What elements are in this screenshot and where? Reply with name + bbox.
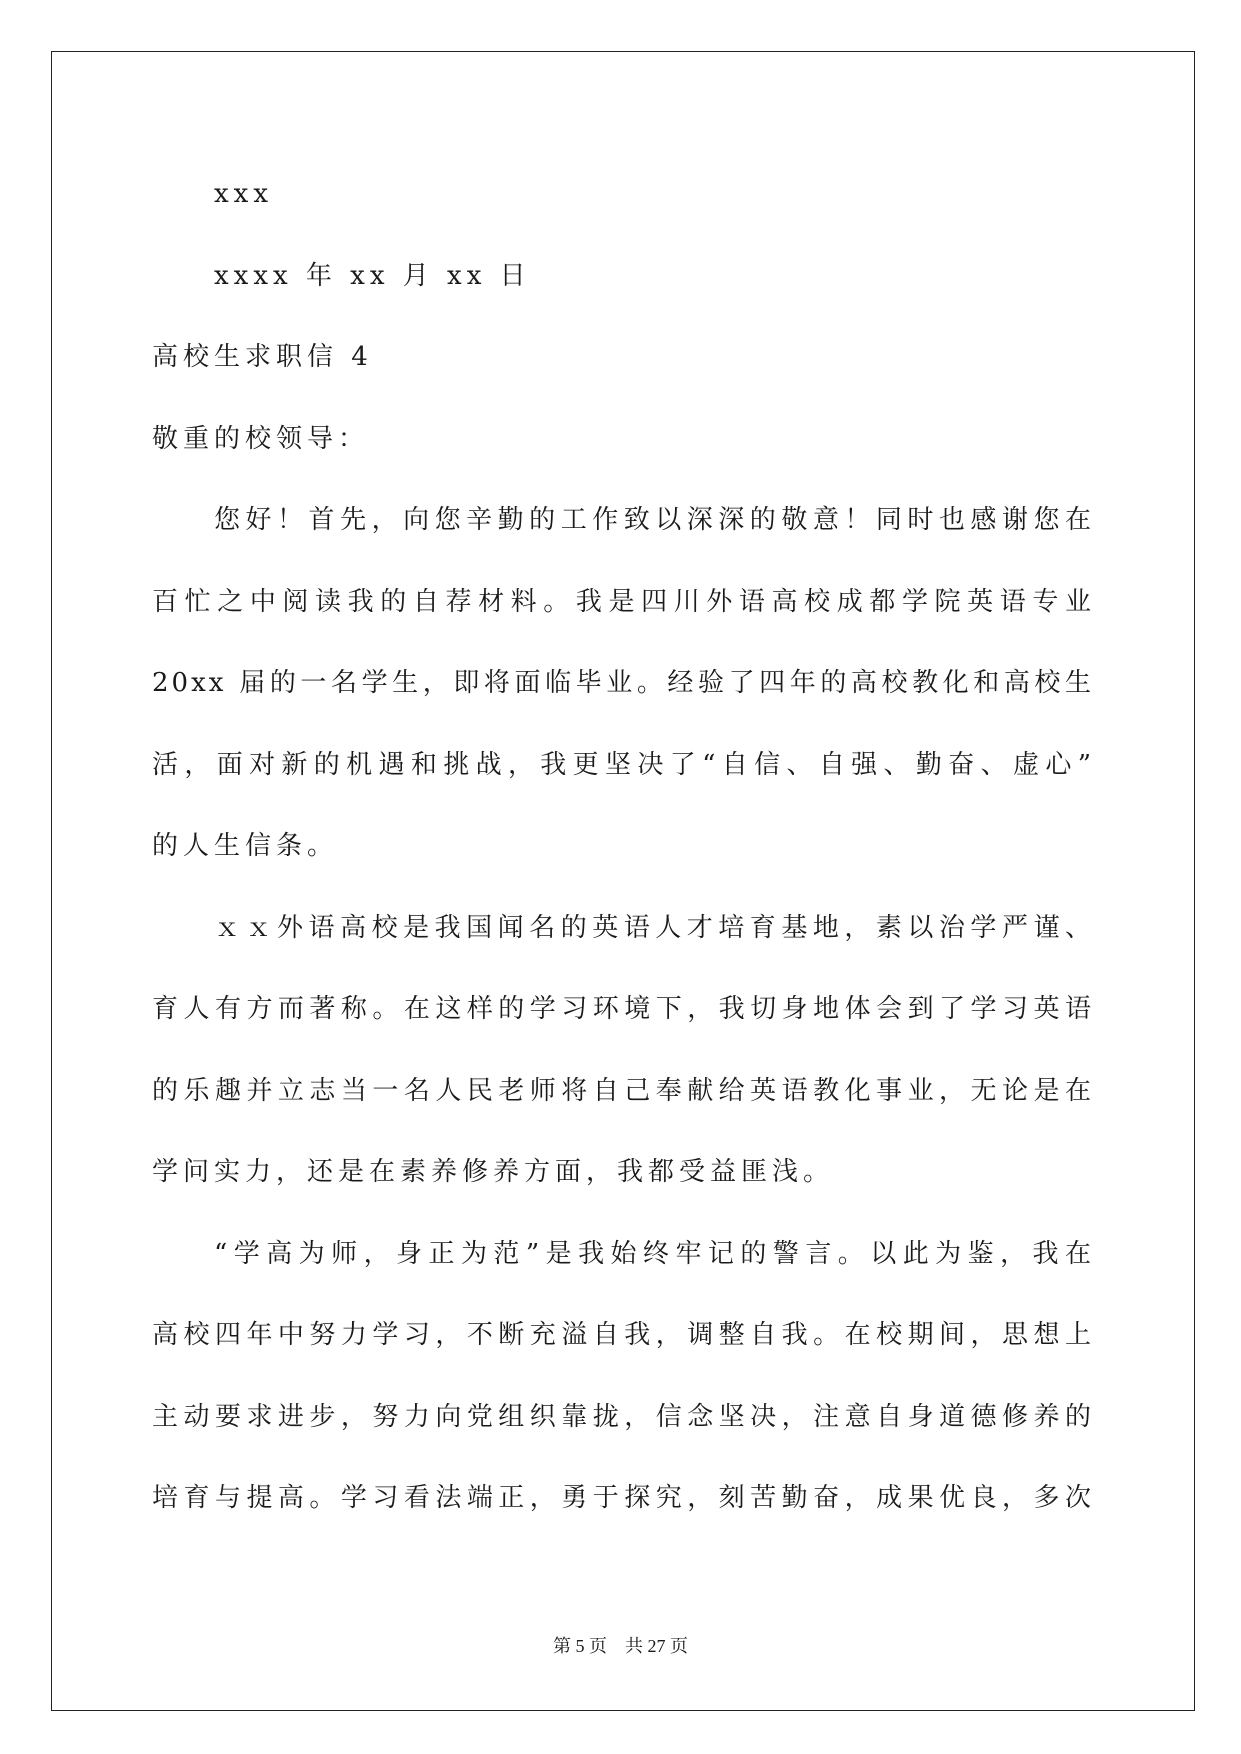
salutation: 敬重的校领导： xyxy=(152,423,370,454)
paragraph xyxy=(152,480,1094,888)
body-line: 您好！首先，向您辛勤的工作致以深深的敬意！同时也感谢您在 xyxy=(214,505,1094,535)
page-number-footer: 第 5 页 共 27 页 xyxy=(553,1636,688,1656)
body-line: 学问实力，还是在素养修养方面，我都受益匪浅。 xyxy=(152,1157,835,1187)
body-line: 的人生信条。 xyxy=(152,831,339,861)
letter-date: xxxx 年 xx 月 xx 日 xyxy=(214,260,531,291)
body-line: 育人有方而著称。在这样的学习环境下，我切身地体会到了学习英语 xyxy=(152,994,1094,1024)
body-line: 高校四年中努力学习，不断充溢自我，调整自我。在校期间，思想上 xyxy=(152,1320,1094,1350)
body-line: 活，面对新的机遇和挑战，我更坚决了“自信、自强、勤奋、虚心” xyxy=(152,749,1094,780)
body-line: 的乐趣并立志当一名人民老师将自己奉献给英语教化事业，无论是在 xyxy=(152,1075,1094,1106)
document-body xyxy=(152,154,1094,1540)
body-line: ｘｘ外语高校是我国闻名的英语人才培育基地，素以治学严谨、 xyxy=(214,912,1094,943)
body-line: “学高为师，身正为范”是我始终牢记的警言。以此为鉴，我在 xyxy=(214,1238,1094,1269)
body-line: 百忙之中阅读我的自荐材料。我是四川外语高校成都学院英语专业 xyxy=(152,586,1094,617)
signature: xxx xyxy=(214,179,273,209)
paragraph xyxy=(152,888,1094,1214)
section-heading: 高校生求职信 4 xyxy=(152,342,373,372)
body-line: 20xx 届的一名学生，即将面临毕业。经验了四年的高校教化和高校生 xyxy=(152,668,1094,698)
paragraph xyxy=(152,1214,1094,1540)
body-line: 主动要求进步，努力向党组织靠拢，信念坚决，注意自身道德修养的 xyxy=(152,1401,1094,1432)
body-line: 培育与提高。学习看法端正，勇于探究，刻苦勤奋，成果优良，多次 xyxy=(152,1483,1094,1513)
